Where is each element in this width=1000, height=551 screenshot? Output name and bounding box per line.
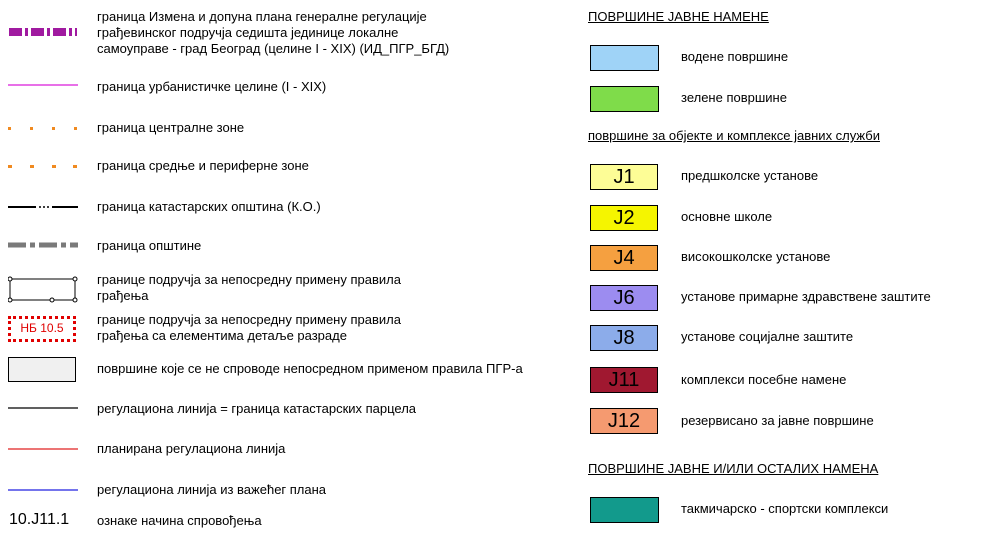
j8-label: установе социјалне заштите [681,329,854,344]
green-surface-label: зелене површине [681,90,787,105]
peripheral-zone-boundary-label: граница средње и периферне зоне [97,158,309,173]
detailed-elaboration-code: НБ 10.5 [20,321,64,335]
j4-swatch: J4 [590,245,658,271]
mixed-use-header: ПОВРШИНЕ ЈАВНЕ И/ИЛИ ОСТАЛИХ НАМЕНА [588,461,879,476]
water-surface-label: водене површине [681,49,789,64]
direct-application-boundary-label: границе подручја за непосредну примену правила грађења [97,272,401,303]
plan-boundary-symbol [8,26,78,38]
j1-swatch: J1 [590,164,658,190]
plan-boundary-label: граница Измена и допуна плана генералне регулације грађевинског подручја седишта јединице локалне самоуправе - град Београд (целине I - XIX) (ИД_ПГР_БГД) [97,9,450,56]
urban-unit-boundary-symbol [8,82,78,88]
j6-swatch: J6 [590,285,658,311]
direct-application-boundary-symbol [8,276,78,304]
public-use-header: ПОВРШИНЕ ЈАВНЕ НАМЕНЕ [588,9,769,24]
j8-swatch: J8 [590,325,658,351]
j12-label: резервисано за јавне површине [681,413,874,428]
implementation-code-sample: 10.J11.1 [9,511,70,528]
existing-regulation-line-symbol [8,487,78,493]
public-services-header: површине за објекте и комплексе јавних служби [588,128,880,143]
central-zone-boundary-symbol [8,124,78,132]
j12-swatch: J12 [590,408,658,434]
detailed-elaboration-label: границе подручја за непосредну примену правила грађења са елементима детаље разраде [97,312,401,343]
j2-swatch: J2 [590,205,658,231]
regulation-line-symbol [8,405,78,411]
implementation-code-label: ознаке начина спровођења [97,513,262,528]
urban-unit-boundary-label: граница урбанистичке целине (I - XIX) [97,79,327,94]
j11-swatch: J11 [590,367,658,393]
existing-regulation-line-label: регулациона линија из важећег плана [97,482,327,497]
municipality-boundary-label: граница општине [97,238,202,253]
sports-complex-swatch [590,497,659,523]
green-surface-swatch [590,86,659,112]
cadastral-boundary-symbol [8,203,78,211]
j2-label: основне школе [681,209,773,224]
sports-complex-label: такмичарско - спортски комплекси [681,501,889,516]
municipality-boundary-symbol [8,240,78,250]
non-applied-surface-symbol [8,357,76,382]
j11-label: комплекси посебне намене [681,372,847,387]
regulation-line-label: регулациона линија = граница катастарских парцела [97,401,417,416]
non-applied-surface-label: површине које се не спроводе непосредном применом правила ПГР-а [97,361,523,376]
water-surface-swatch [590,45,659,71]
central-zone-boundary-label: граница централне зоне [97,120,245,135]
j1-label: предшколске установе [681,168,819,183]
planned-regulation-line-label: планирана регулациона линија [97,441,286,456]
detailed-elaboration-symbol [8,316,76,342]
j6-label: установе примарне здравствене заштите [681,289,931,304]
j4-label: високошколске установе [681,249,831,264]
cadastral-boundary-label: граница катастарских општина (К.О.) [97,199,321,214]
planned-regulation-line-symbol [8,446,78,452]
peripheral-zone-boundary-symbol [8,162,78,170]
